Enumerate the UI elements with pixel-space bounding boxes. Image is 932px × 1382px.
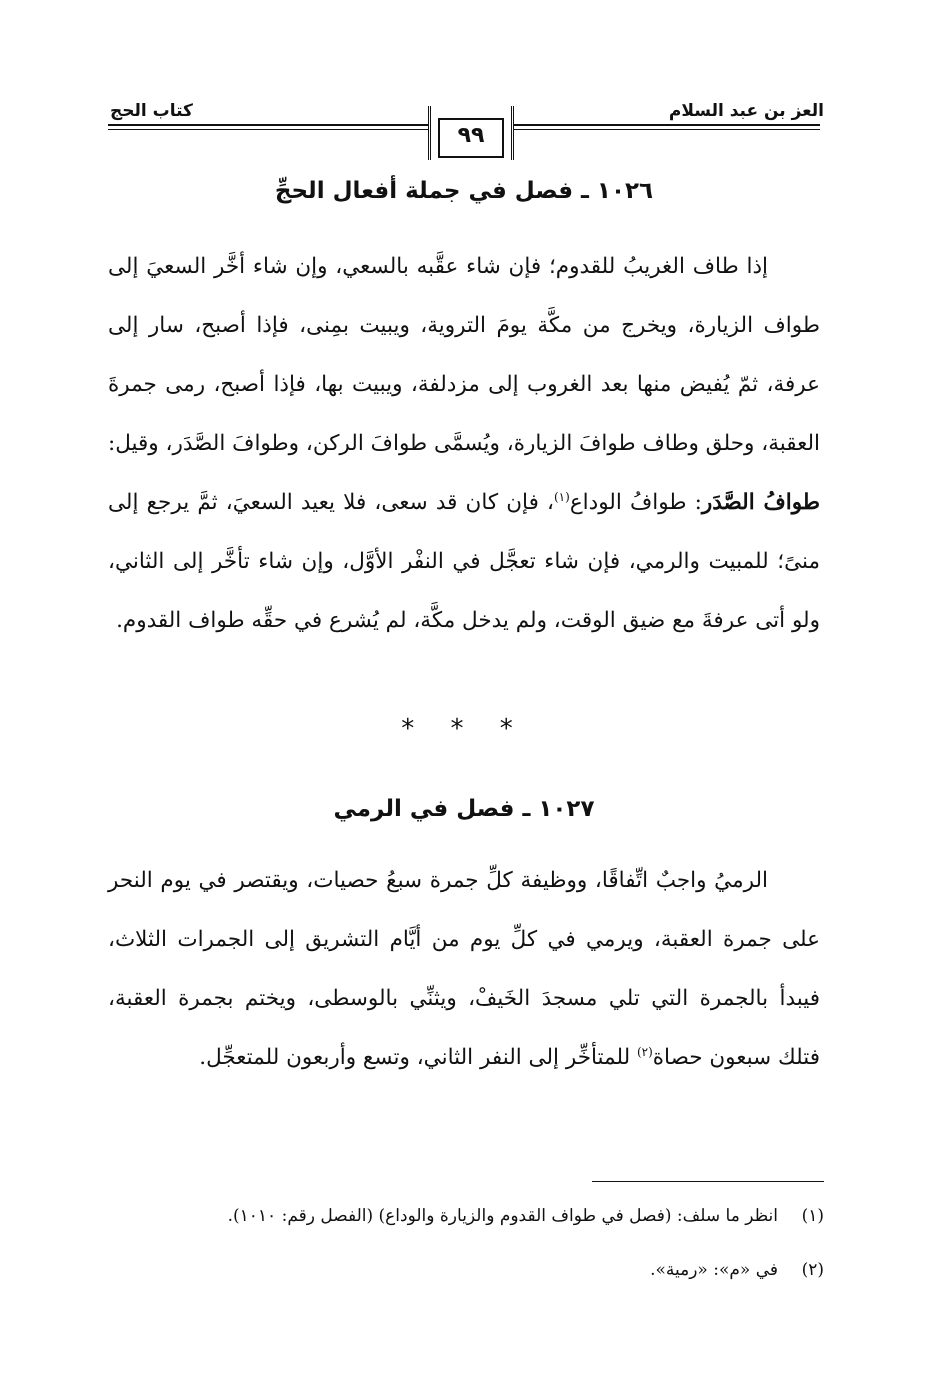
paragraph-text: : طوافُ الوداع (569, 490, 702, 515)
section-title-1026: ١٠٢٦ ـ فصل في جملة أفعال الحجِّ (274, 178, 654, 204)
section-title-1027: ١٠٢٧ ـ فصل في الرمي (333, 796, 595, 822)
footnote-1 (112, 1206, 824, 1226)
footnote-ref-1[interactable]: (١) (553, 489, 570, 504)
footnote-number: (٢) (801, 1260, 824, 1280)
section-paragraph-1027 (108, 851, 820, 1087)
paragraph-text: ، فإن كان قد سعى، فلا يعيد السعيَ، ثمَّ يرجع إلى منىً؛ للمبيت والرمي، فإن شاء تعجَّل في النفْر الأوَّل، وإن شاء تأخَّر إلى الثاني، ولو أتى عرفةَ مع ضيق الوقت، ولم يدخل مكَّة، لم يُشرع في حقِّه طواف القدوم. (108, 490, 820, 633)
footnote-divider (592, 1181, 824, 1182)
section-separator: * * * (401, 714, 527, 744)
footnote-2 (112, 1260, 824, 1280)
footnote-number: (١) (801, 1206, 824, 1226)
footnote-text: انظر ما سلف: (فصل في طواف القدوم والزيارة والوداع) (الفصل رقم: ١٠١٠). (227, 1206, 778, 1226)
page-number-frame (428, 106, 514, 160)
bold-phrase: طوافُ الصَّدَر (701, 490, 820, 515)
footnote-ref-2[interactable]: (٢) (636, 1044, 653, 1059)
paragraph-text: إذا طاف الغريبُ للقدوم؛ فإن شاء عقَّبه بالسعي، وإن شاء أخَّر السعيَ إلى طواف الزيارة، ويخرج من مكَّة يومَ التروية، ويبيت بمِنى، فإذا أصبح، سار إلى عرفة، ثمّ يُفيض منها بعد الغروب إلى مزدلفة، ويبيت بها، فإذا أصبح، رمى جمرةَ العقبة، وحلق وطاف طوافَ الزيارة، ويُسمَّى طوافَ الركن، وطوافَ الصَّدَر، وقيل: (108, 254, 820, 456)
section-paragraph-1026 (108, 237, 820, 650)
page-number: ٩٩ (457, 123, 485, 148)
header-book-title: كتاب الحج (110, 101, 193, 121)
header-author: العز بن عبد السلام (668, 101, 824, 121)
footnote-text: في «م»: «رمية». (650, 1260, 778, 1280)
paragraph-text: للمتأخِّر إلى النفر الثاني، وتسع وأربعون للمتعجِّل. (199, 1045, 637, 1070)
paragraph-text: الرميُ واجبٌ اتِّفاقًا، ووظيفة كلِّ جمرة سبعُ حصيات، ويقتصر في يوم النحر على جمرة العقبة، ويرمي في كلِّ يوم من أيَّام التشريق إلى الجمرات الثلاث، فيبدأ بالجمرة التي تلي مسجدَ الخَيفْ، ويثنِّي بالوسطى، ويختم بجمرة العقبة، فتلك سبعون حصاة (108, 868, 820, 1070)
